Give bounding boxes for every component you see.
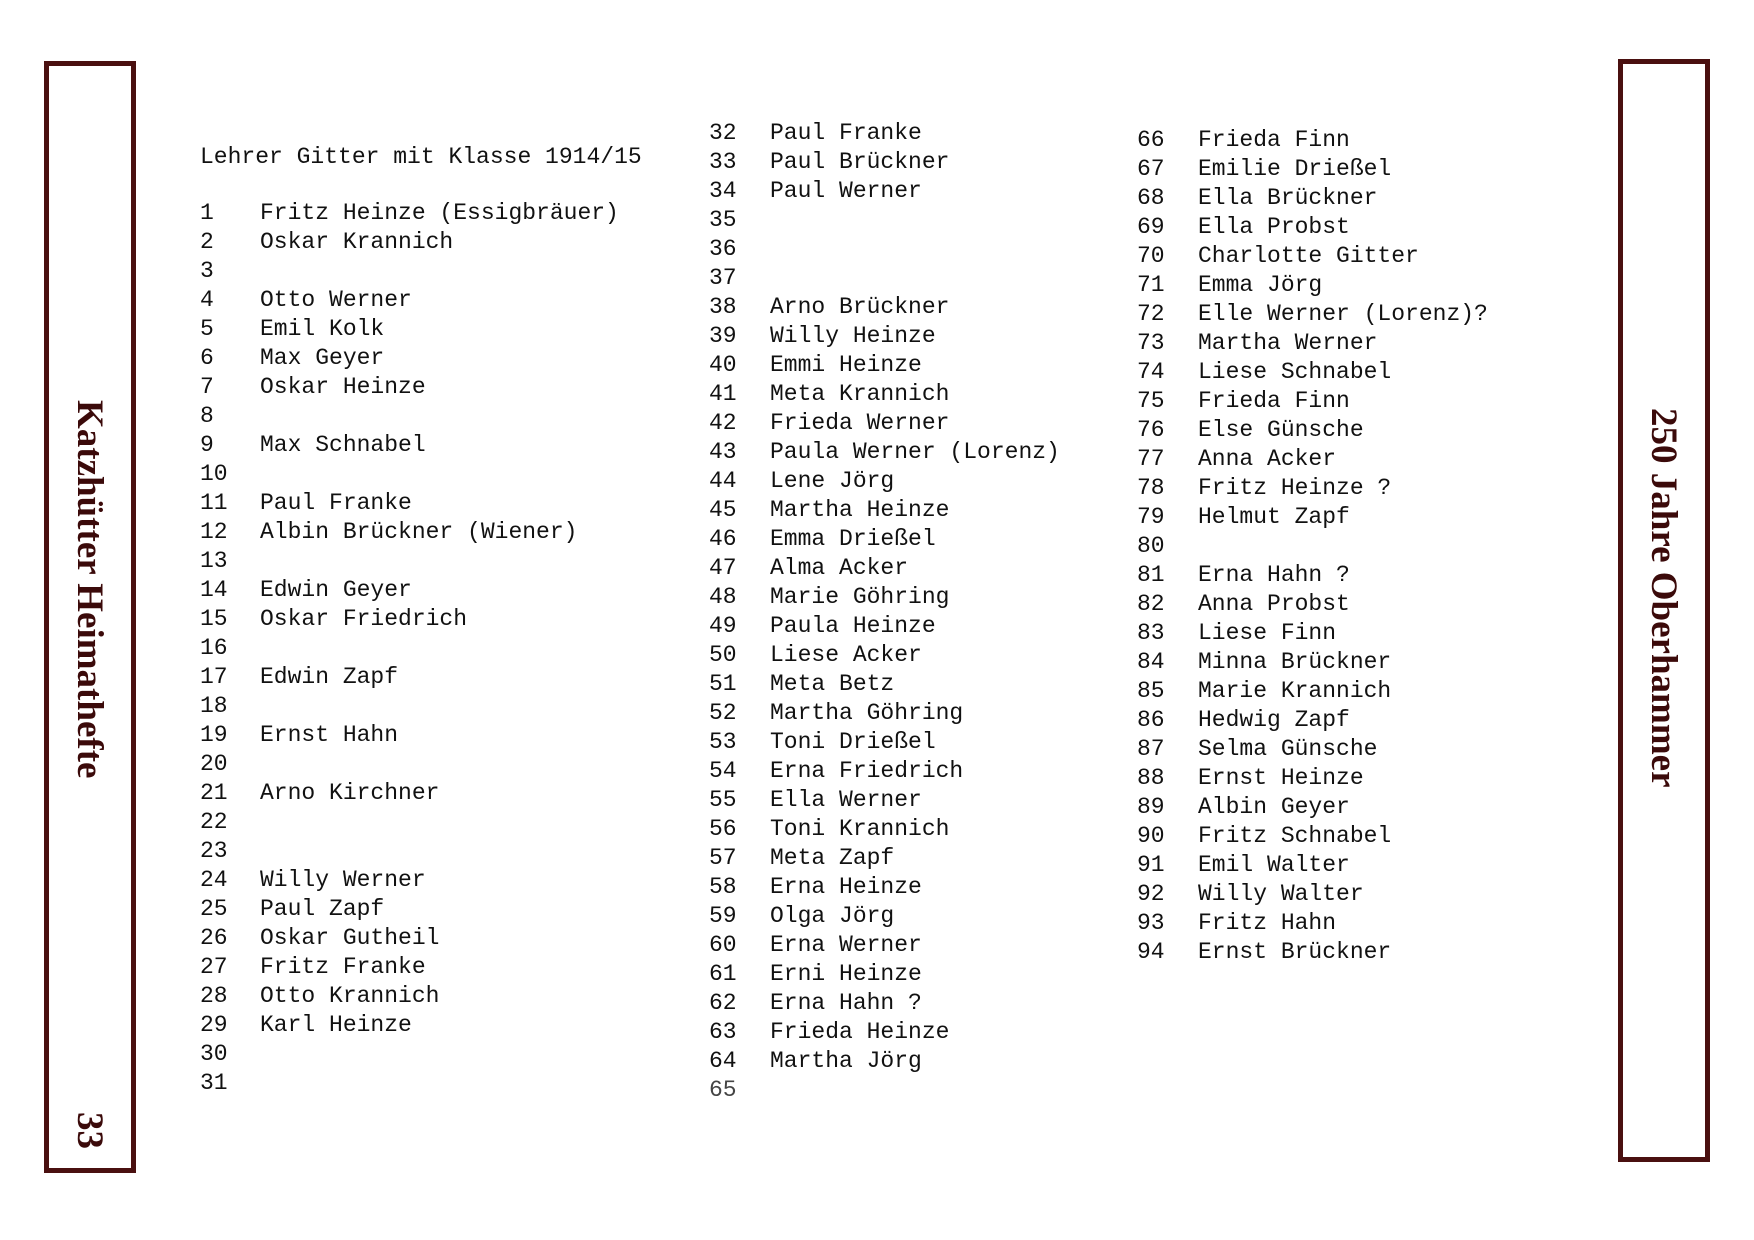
list-item-name: Ella Probst <box>1198 214 1350 240</box>
list-item-name: Oskar Gutheil <box>260 925 440 951</box>
list-item <box>709 264 1060 293</box>
list-item <box>200 953 619 982</box>
list-item <box>709 641 1060 670</box>
list-item-name: Ella Werner <box>770 787 922 813</box>
list-item <box>1137 213 1488 242</box>
list-item-number: 58 <box>709 874 737 900</box>
list-item-number: 48 <box>709 584 737 610</box>
list-item-name: Lene Jörg <box>770 468 895 494</box>
list-item-name: Fritz Heinze ? <box>1198 475 1392 501</box>
list-item <box>200 315 619 344</box>
left-sidebar-title: Katzhütter Heimathefte <box>69 400 110 779</box>
list-item-number: 2 <box>200 229 214 255</box>
list-item <box>200 1069 619 1098</box>
list-item-name: Paul Werner <box>770 178 922 204</box>
list-item-number: 8 <box>200 403 214 429</box>
list-item-name: Oskar Heinze <box>260 374 426 400</box>
list-item <box>200 634 619 663</box>
list-item-name: Charlotte Gitter <box>1198 243 1419 269</box>
list-item <box>1137 822 1488 851</box>
list-item-name: Meta Zapf <box>770 845 895 871</box>
list-item-number: 46 <box>709 526 737 552</box>
list-item-number: 15 <box>200 606 228 632</box>
list-item-name: Toni Drießel <box>770 729 936 755</box>
list-item <box>200 895 619 924</box>
list-item-number: 14 <box>200 577 228 603</box>
list-item-name: Helmut Zapf <box>1198 504 1350 530</box>
list-item-name: Emma Drießel <box>770 526 936 552</box>
list-item-number: 11 <box>200 490 228 516</box>
list-item <box>709 815 1060 844</box>
list-item-number: 81 <box>1137 562 1165 588</box>
name-list-column-1 <box>200 199 619 1098</box>
list-item-number: 5 <box>200 316 214 342</box>
list-item-name: Emil Walter <box>1198 852 1350 878</box>
list-item-name: Willy Walter <box>1198 881 1364 907</box>
list-item-number: 31 <box>200 1070 228 1096</box>
list-item <box>200 518 619 547</box>
list-item-number: 21 <box>200 780 228 806</box>
list-item <box>1137 242 1488 271</box>
list-item-number: 29 <box>200 1012 228 1038</box>
list-item <box>709 525 1060 554</box>
list-item <box>1137 503 1488 532</box>
list-item <box>1137 851 1488 880</box>
list-item-name: Erna Heinze <box>770 874 922 900</box>
list-item <box>1137 358 1488 387</box>
list-item <box>1137 184 1488 213</box>
list-item-name: Erna Hahn ? <box>770 990 922 1016</box>
list-item-number: 22 <box>200 809 228 835</box>
list-item <box>1137 300 1488 329</box>
list-item-number: 16 <box>200 635 228 661</box>
list-item-number: 10 <box>200 461 228 487</box>
list-item-number: 1 <box>200 200 214 226</box>
list-item-name: Erna Werner <box>770 932 922 958</box>
page-number: 33 <box>69 1112 110 1149</box>
list-item <box>1137 706 1488 735</box>
list-item-number: 59 <box>709 903 737 929</box>
list-item <box>709 931 1060 960</box>
list-item-number: 18 <box>200 693 228 719</box>
list-item-number: 76 <box>1137 417 1165 443</box>
list-item-name: Karl Heinze <box>260 1012 412 1038</box>
list-item-number: 92 <box>1137 881 1165 907</box>
list-item-number: 35 <box>709 207 737 233</box>
list-item <box>709 409 1060 438</box>
list-item <box>709 235 1060 264</box>
list-item <box>709 1047 1060 1076</box>
list-item-number: 39 <box>709 323 737 349</box>
list-item-name: Ernst Hahn <box>260 722 399 748</box>
list-item-name: Ernst Heinze <box>1198 765 1364 791</box>
list-item <box>200 460 619 489</box>
list-item-number: 3 <box>200 258 214 284</box>
list-item-name: Paul Zapf <box>260 896 385 922</box>
list-item <box>1137 735 1488 764</box>
list-item-name: Hedwig Zapf <box>1198 707 1350 733</box>
list-item <box>200 402 619 431</box>
list-item-name: Marie Krannich <box>1198 678 1392 704</box>
list-item <box>709 293 1060 322</box>
list-item <box>709 902 1060 931</box>
list-item-name: Oskar Friedrich <box>260 606 468 632</box>
list-item <box>1137 271 1488 300</box>
list-item-number: 60 <box>709 932 737 958</box>
list-item-number: 65 <box>709 1077 737 1103</box>
list-item-number: 84 <box>1137 649 1165 675</box>
right-sidebar-title: 250 Jahre Oberhammer <box>1643 408 1684 788</box>
list-item-number: 40 <box>709 352 737 378</box>
list-item <box>200 344 619 373</box>
list-item <box>709 1076 1060 1105</box>
list-item-name: Olga Jörg <box>770 903 895 929</box>
list-item-name: Fritz Schnabel <box>1198 823 1392 849</box>
list-item <box>1137 445 1488 474</box>
list-item-name: Albin Brückner (Wiener) <box>260 519 578 545</box>
list-item-number: 43 <box>709 439 737 465</box>
list-item-number: 68 <box>1137 185 1165 211</box>
list-item-name: Edwin Geyer <box>260 577 412 603</box>
list-item <box>709 989 1060 1018</box>
list-item <box>1137 648 1488 677</box>
list-item-name: Paul Brückner <box>770 149 950 175</box>
list-item-name: Frieda Finn <box>1198 127 1350 153</box>
list-item-number: 44 <box>709 468 737 494</box>
list-item-name: Emilie Drießel <box>1198 156 1392 182</box>
list-item-number: 28 <box>200 983 228 1009</box>
list-item <box>709 960 1060 989</box>
list-item-number: 54 <box>709 758 737 784</box>
list-item-name: Emil Kolk <box>260 316 385 342</box>
list-item-number: 69 <box>1137 214 1165 240</box>
list-item <box>1137 155 1488 184</box>
list-item-number: 63 <box>709 1019 737 1045</box>
list-item <box>200 808 619 837</box>
list-item <box>200 924 619 953</box>
list-item-number: 67 <box>1137 156 1165 182</box>
list-item-name: Paul Franke <box>770 120 922 146</box>
list-item <box>200 721 619 750</box>
list-item-name: Liese Schnabel <box>1198 359 1392 385</box>
list-item-number: 90 <box>1137 823 1165 849</box>
list-item <box>200 373 619 402</box>
list-item-name: Meta Krannich <box>770 381 950 407</box>
list-item-number: 62 <box>709 990 737 1016</box>
list-item <box>200 199 619 228</box>
list-item <box>200 663 619 692</box>
list-item-name: Paula Werner (Lorenz) <box>770 439 1060 465</box>
list-item-number: 24 <box>200 867 228 893</box>
list-item-name: Liese Acker <box>770 642 922 668</box>
list-item-name: Ella Brückner <box>1198 185 1378 211</box>
list-item <box>709 177 1060 206</box>
list-item-name: Martha Göhring <box>770 700 964 726</box>
list-item <box>709 119 1060 148</box>
list-item-number: 41 <box>709 381 737 407</box>
list-item-number: 61 <box>709 961 737 987</box>
list-item-number: 37 <box>709 265 737 291</box>
list-item-name: Martha Werner <box>1198 330 1378 356</box>
list-item-number: 13 <box>200 548 228 574</box>
list-item-number: 53 <box>709 729 737 755</box>
list-item-number: 30 <box>200 1041 228 1067</box>
list-item <box>200 866 619 895</box>
list-item-number: 91 <box>1137 852 1165 878</box>
list-item <box>709 583 1060 612</box>
list-item-number: 7 <box>200 374 214 400</box>
list-item <box>1137 880 1488 909</box>
list-item-number: 33 <box>709 149 737 175</box>
list-item <box>709 757 1060 786</box>
list-item <box>200 837 619 866</box>
list-item-name: Minna Brückner <box>1198 649 1392 675</box>
list-item-name: Fritz Hahn <box>1198 910 1337 936</box>
name-list-column-2 <box>709 119 1060 1105</box>
name-list-column-3 <box>1137 126 1488 967</box>
list-item <box>1137 416 1488 445</box>
list-item-number: 20 <box>200 751 228 777</box>
list-item-name: Otto Werner <box>260 287 412 313</box>
list-item-name: Frieda Finn <box>1198 388 1350 414</box>
list-item-number: 85 <box>1137 678 1165 704</box>
list-item-name: Fritz Heinze (Essigbräuer) <box>260 200 619 226</box>
list-item-number: 71 <box>1137 272 1165 298</box>
list-item-number: 42 <box>709 410 737 436</box>
list-item-number: 77 <box>1137 446 1165 472</box>
list-item <box>709 699 1060 728</box>
list-item-name: Paul Franke <box>260 490 412 516</box>
list-item-number: 32 <box>709 120 737 146</box>
list-item-number: 4 <box>200 287 214 313</box>
list-item <box>709 728 1060 757</box>
list-item-name: Willy Werner <box>260 867 426 893</box>
list-item-name: Frieda Heinze <box>770 1019 950 1045</box>
list-item-number: 74 <box>1137 359 1165 385</box>
list-item <box>1137 561 1488 590</box>
list-item-name: Anna Probst <box>1198 591 1350 617</box>
list-item <box>709 670 1060 699</box>
list-item-name: Erna Hahn ? <box>1198 562 1350 588</box>
list-item <box>709 873 1060 902</box>
list-item <box>709 380 1060 409</box>
list-item-name: Frieda Werner <box>770 410 950 436</box>
list-item-name: Liese Finn <box>1198 620 1337 646</box>
list-item-name: Toni Krannich <box>770 816 950 842</box>
list-item-name: Martha Heinze <box>770 497 950 523</box>
list-item-number: 83 <box>1137 620 1165 646</box>
list-item-name: Selma Günsche <box>1198 736 1378 762</box>
list-item <box>200 750 619 779</box>
list-item <box>200 257 619 286</box>
list-item-number: 72 <box>1137 301 1165 327</box>
list-item <box>709 1018 1060 1047</box>
list-item <box>709 496 1060 525</box>
list-item-number: 89 <box>1137 794 1165 820</box>
list-item-name: Max Schnabel <box>260 432 426 458</box>
list-item-number: 17 <box>200 664 228 690</box>
list-item-name: Paula Heinze <box>770 613 936 639</box>
list-item-number: 38 <box>709 294 737 320</box>
list-item-number: 36 <box>709 236 737 262</box>
list-item <box>1137 619 1488 648</box>
list-item-number: 75 <box>1137 388 1165 414</box>
list-item <box>200 576 619 605</box>
list-item <box>200 431 619 460</box>
list-item-name: Erna Friedrich <box>770 758 964 784</box>
list-item-name: Otto Krannich <box>260 983 440 1009</box>
list-item-number: 6 <box>200 345 214 371</box>
list-item <box>1137 677 1488 706</box>
list-item <box>1137 938 1488 967</box>
list-item <box>709 351 1060 380</box>
list-item-number: 78 <box>1137 475 1165 501</box>
list-item <box>709 554 1060 583</box>
list-item <box>1137 387 1488 416</box>
list-item-number: 25 <box>200 896 228 922</box>
list-item-number: 52 <box>709 700 737 726</box>
list-item <box>709 612 1060 641</box>
list-item-name: Erni Heinze <box>770 961 922 987</box>
list-item <box>200 1011 619 1040</box>
list-item-number: 57 <box>709 845 737 871</box>
list-item-number: 79 <box>1137 504 1165 530</box>
list-item-number: 86 <box>1137 707 1165 733</box>
list-item <box>709 786 1060 815</box>
list-item-number: 70 <box>1137 243 1165 269</box>
list-item <box>709 148 1060 177</box>
list-item <box>200 489 619 518</box>
list-item-name: Arno Kirchner <box>260 780 440 806</box>
list-item-name: Marie Göhring <box>770 584 950 610</box>
list-item-number: 64 <box>709 1048 737 1074</box>
list-item <box>200 547 619 576</box>
list-item-name: Else Günsche <box>1198 417 1364 443</box>
list-item-name: Albin Geyer <box>1198 794 1350 820</box>
list-item-number: 47 <box>709 555 737 581</box>
list-item-number: 93 <box>1137 910 1165 936</box>
list-item-number: 45 <box>709 497 737 523</box>
list-item <box>1137 329 1488 358</box>
list-item <box>200 692 619 721</box>
list-item <box>200 286 619 315</box>
list-item-name: Max Geyer <box>260 345 385 371</box>
list-item <box>1137 793 1488 822</box>
list-item-number: 26 <box>200 925 228 951</box>
list-item-name: Emma Jörg <box>1198 272 1323 298</box>
list-item <box>200 982 619 1011</box>
list-item-name: Martha Jörg <box>770 1048 922 1074</box>
list-item <box>709 844 1060 873</box>
list-item-name: Elle Werner (Lorenz)? <box>1198 301 1488 327</box>
list-item-number: 50 <box>709 642 737 668</box>
list-item-number: 19 <box>200 722 228 748</box>
list-item-name: Emmi Heinze <box>770 352 922 378</box>
list-item-number: 12 <box>200 519 228 545</box>
list-item <box>1137 474 1488 503</box>
list-item-name: Ernst Brückner <box>1198 939 1392 965</box>
list-item-name: Meta Betz <box>770 671 895 697</box>
list-item-number: 27 <box>200 954 228 980</box>
list-item-number: 23 <box>200 838 228 864</box>
list-item-name: Oskar Krannich <box>260 229 454 255</box>
list-item-name: Fritz Franke <box>260 954 426 980</box>
list-item-number: 66 <box>1137 127 1165 153</box>
list-item-number: 49 <box>709 613 737 639</box>
list-item-number: 73 <box>1137 330 1165 356</box>
list-item-name: Alma Acker <box>770 555 909 581</box>
list-item <box>1137 532 1488 561</box>
list-item <box>200 1040 619 1069</box>
list-item-number: 87 <box>1137 736 1165 762</box>
list-item-name: Edwin Zapf <box>260 664 399 690</box>
list-item-number: 9 <box>200 432 214 458</box>
list-item <box>709 206 1060 235</box>
class-list-heading: Lehrer Gitter mit Klasse 1914/15 <box>200 144 642 170</box>
list-item <box>709 438 1060 467</box>
list-item <box>1137 590 1488 619</box>
list-item <box>709 467 1060 496</box>
list-item-number: 94 <box>1137 939 1165 965</box>
list-item <box>200 605 619 634</box>
list-item-number: 82 <box>1137 591 1165 617</box>
list-item-number: 51 <box>709 671 737 697</box>
list-item-number: 80 <box>1137 533 1165 559</box>
list-item-name: Anna Acker <box>1198 446 1337 472</box>
list-item <box>200 228 619 257</box>
list-item-number: 56 <box>709 816 737 842</box>
list-item-number: 55 <box>709 787 737 813</box>
list-item <box>1137 909 1488 938</box>
list-item <box>709 322 1060 351</box>
list-item-name: Arno Brückner <box>770 294 950 320</box>
list-item-name: Willy Heinze <box>770 323 936 349</box>
list-item <box>1137 764 1488 793</box>
list-item <box>1137 126 1488 155</box>
list-item <box>200 779 619 808</box>
list-item-number: 34 <box>709 178 737 204</box>
list-item-number: 88 <box>1137 765 1165 791</box>
